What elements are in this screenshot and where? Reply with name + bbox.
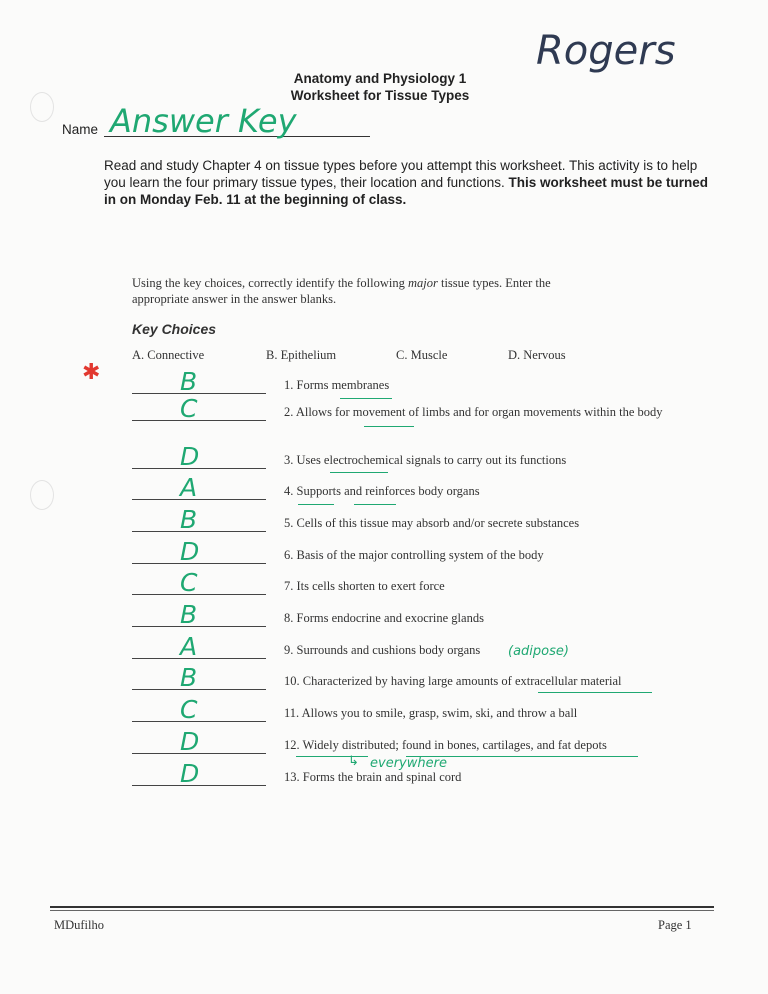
- instructions: [132, 275, 562, 307]
- answer-handwritten: D: [180, 442, 200, 471]
- q9-annotation: (adipose): [508, 644, 569, 659]
- answer-handwritten: B: [180, 663, 198, 692]
- question-text: [284, 484, 664, 499]
- instructions-text-before: Using the key choices, correctly identify the following: [132, 276, 408, 290]
- underline-mark: [330, 472, 388, 473]
- question-prompt: Allows you to smile, grasp, swim, ski, and throw a ball: [301, 706, 578, 720]
- question-prompt: Its cells shorten to exert force: [296, 579, 445, 593]
- question-prompt: Uses electrochemical signals to carry out its functions: [296, 453, 567, 467]
- intro-text: Read and study Chapter 4 on tissue types before you attempt this worksheet. This activity is to help you learn the four primary tissue types, their location and functions.: [104, 158, 698, 190]
- question-number: 13.: [284, 770, 300, 784]
- question-prompt: Allows for movement of limbs and for organ movements within the body: [295, 405, 663, 419]
- question-number: 1.: [284, 378, 294, 392]
- question-number: 7.: [284, 579, 294, 593]
- question-text: [284, 516, 664, 531]
- question-text: [284, 770, 664, 785]
- intro-bold-text: This worksheet must be turned in on Monday Feb. 11 at the beginning of class.: [104, 175, 709, 207]
- arrow-icon: ↳: [348, 754, 359, 769]
- footer-rule: [50, 910, 714, 911]
- question-text: [284, 579, 664, 594]
- question-number: 10.: [284, 674, 300, 688]
- question-prompt: Characterized by having large amounts of extracellular material: [302, 674, 622, 688]
- question-text: [284, 738, 664, 753]
- punch-hole: [30, 92, 54, 122]
- answer-handwritten: B: [180, 367, 198, 396]
- question-text: [284, 706, 664, 721]
- question-text: [284, 453, 664, 468]
- key-choice-b: B. Epithelium: [266, 348, 337, 362]
- underline-mark: [406, 756, 638, 757]
- key-choices-heading: Key Choices: [132, 321, 217, 337]
- instructions-emphasis: major: [407, 276, 438, 290]
- question-text: [284, 643, 664, 658]
- question-number: 12.: [284, 738, 300, 752]
- intro-paragraph: [104, 157, 714, 208]
- question-number: 2.: [284, 405, 294, 419]
- answer-handwritten: A: [180, 473, 198, 502]
- answer-handwritten: D: [180, 537, 200, 566]
- question-number: 5.: [284, 516, 294, 530]
- question-prompt: Widely distributed; found in bones, cartilages, and fat depots: [302, 738, 607, 752]
- question-text: [284, 611, 664, 626]
- name-value-handwritten: Answer Key: [110, 102, 297, 140]
- answer-handwritten: B: [180, 600, 198, 629]
- answer-handwritten: B: [180, 505, 198, 534]
- underline-mark: [364, 426, 414, 427]
- question-prompt: Basis of the major controlling system of the body: [296, 548, 544, 562]
- key-choice-d: D. Nervous: [508, 348, 566, 362]
- question-text: [284, 378, 664, 393]
- name-label: Name: [62, 122, 99, 137]
- underline-mark: [340, 398, 392, 399]
- question-number: 3.: [284, 453, 294, 467]
- underline-mark: [298, 504, 334, 505]
- title-line-1: Anatomy and Physiology 1: [293, 71, 467, 86]
- question-text: [284, 674, 664, 689]
- question-prompt: Cells of this tissue may absorb and/or secrete substances: [296, 516, 580, 530]
- footer-rule: [50, 906, 714, 908]
- answer-handwritten: C: [180, 695, 198, 724]
- question-number: 11.: [284, 706, 300, 720]
- answer-handwritten: D: [180, 727, 200, 756]
- question-prompt: Forms membranes: [296, 378, 390, 392]
- teacher-name-handwritten: Rogers: [536, 28, 676, 74]
- q12-annotation: everywhere: [370, 756, 447, 771]
- key-choice-a: A. Connective: [132, 348, 205, 362]
- answer-handwritten: A: [180, 632, 198, 661]
- answer-handwritten: C: [180, 394, 198, 423]
- question-text: [284, 405, 664, 420]
- question-text: [284, 548, 664, 563]
- answer-handwritten: D: [180, 759, 200, 788]
- question-prompt: Forms the brain and spinal cord: [302, 770, 462, 784]
- title-line-2: Worksheet for Tissue Types: [290, 88, 470, 103]
- underline-mark: [354, 504, 396, 505]
- question-number: 6.: [284, 548, 294, 562]
- punch-hole: [30, 480, 54, 510]
- question-prompt: Supports and reinforces body organs: [296, 484, 480, 498]
- question-number: 9.: [284, 643, 294, 657]
- underline-mark: [538, 692, 652, 693]
- instructions-text-after: tissue types. Enter the appropriate answer in the answer blanks.: [132, 276, 551, 306]
- footer-author: MDufilho: [54, 918, 104, 932]
- question-prompt: Surrounds and cushions body organs: [296, 643, 481, 657]
- question-number: 8.: [284, 611, 294, 625]
- key-choice-c: C. Muscle: [396, 348, 448, 362]
- question-number: 4.: [284, 484, 294, 498]
- footer-page-number: Page 1: [658, 918, 692, 932]
- star-icon: ✱: [82, 360, 101, 385]
- answer-handwritten: C: [180, 568, 198, 597]
- worksheet-title: [240, 70, 520, 104]
- question-prompt: Forms endocrine and exocrine glands: [296, 611, 484, 625]
- underline-mark: [296, 756, 368, 757]
